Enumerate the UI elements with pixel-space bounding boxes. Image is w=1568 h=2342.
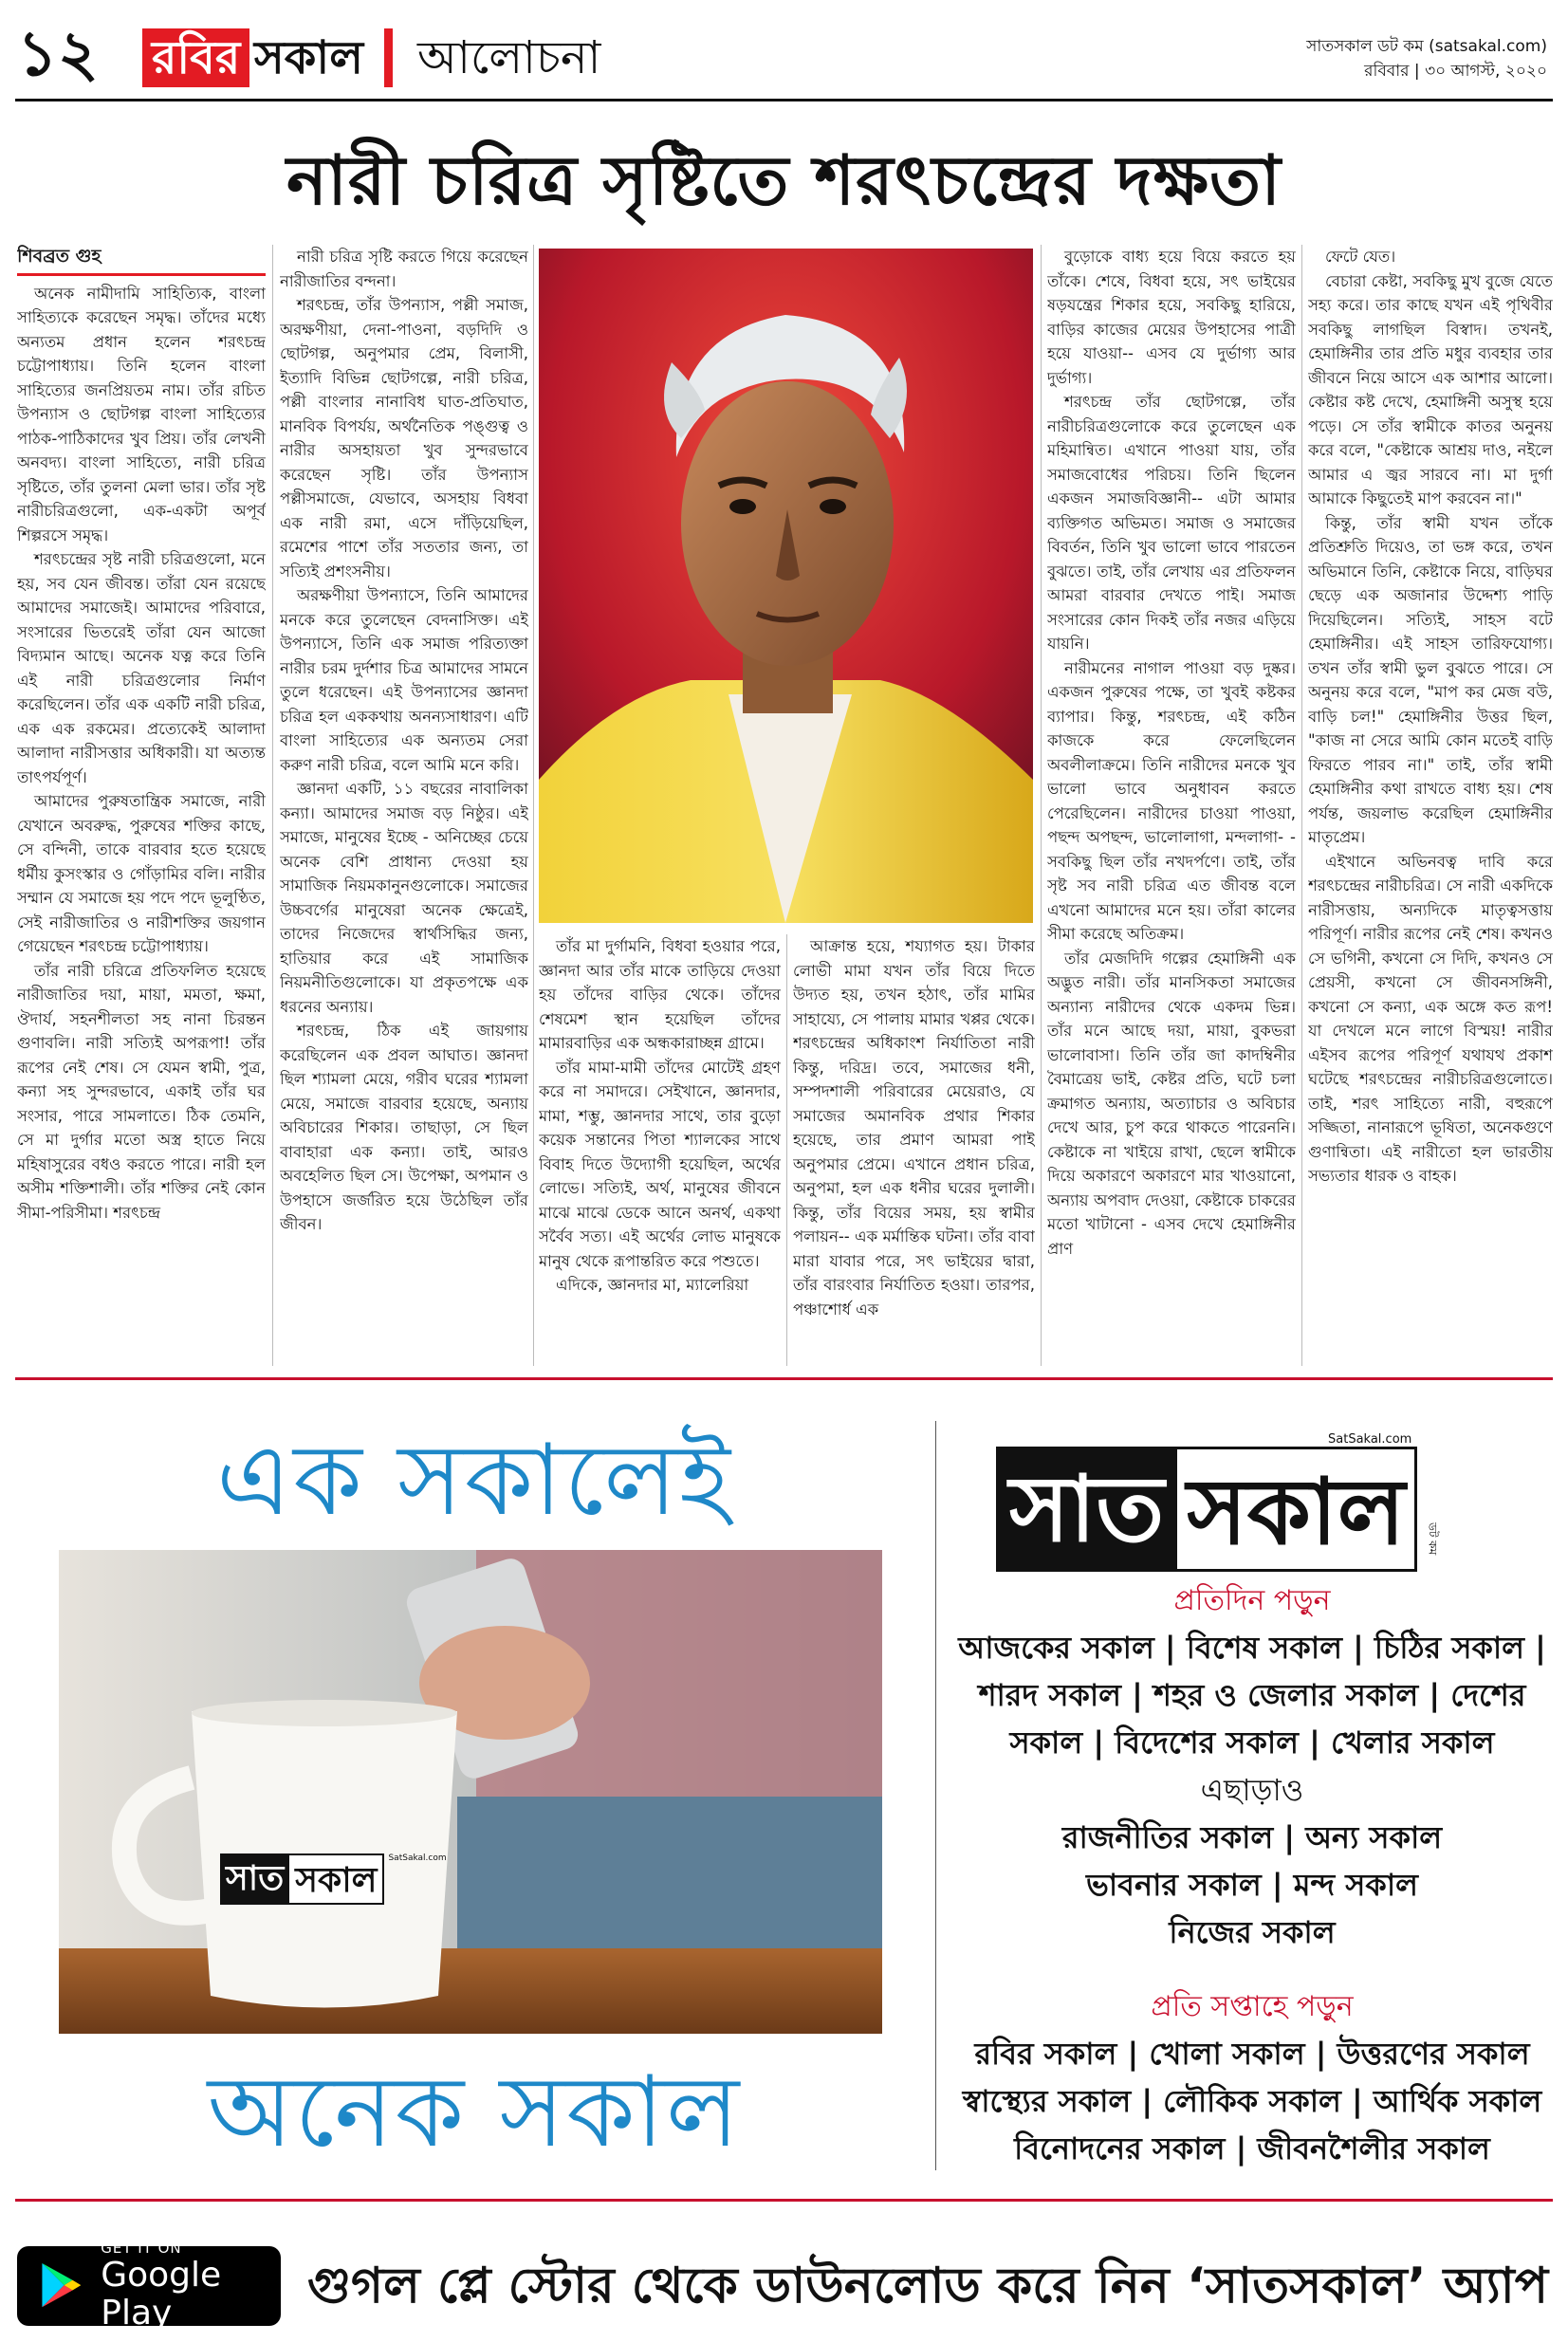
paragraph: এইখানে অভিনবত্ব দাবি করে শরৎচন্দ্রের নারীচরিত্র। সে নারী একদিকে নারীসত্তায়, অন্যদিকে মাতৃত্বসত্তায় পরিপূর্ণ। নারীর রূপের নেই শেষ। কখনও সে ভগিনী, কখনো সে দিদি, কখনও সে প্রেয়সী, কখনো সে জীবনসঙ্গিনী, কখনো সে কন্যা, এক অঙ্গে কত রূপ! যা দেখলে মনে লাগে বিস্ময়! নারীর এইসব রূপের পরিপূর্ণ যথাযথ প্রকাশ ঘটেছে শরৎচন্দ্রের নারীচরিত্রগুলোতে। তাই, শরৎ সাহিত্যে নারী, বহুরূপে সজ্জিতা, নানারূপে ভূষিতা, অনেকগুণে গুণান্বিতা। এই নারীতো হল ভারতীয় সভ্যতার ধারক ও বাহক। [1308, 852, 1553, 1185]
daily-line: সকাল | বিদেশের সকাল | খেলার সকাল [1009, 1724, 1495, 1761]
issue-date: রবিবার | ৩০ আগস্ট, ২০২০ [1364, 62, 1547, 81]
paragraph: নারী চরিত্র সৃষ্টি করতে গিয়ে করেছেন নারীজাতির বন্দনা। [280, 248, 528, 290]
portrait-illustration [539, 249, 1033, 923]
column-rule [533, 245, 534, 1366]
author-portrait [539, 249, 1033, 923]
badge-small-text: GET IT ON [101, 2240, 182, 2257]
mug-logo [220, 1853, 447, 1905]
article-column-2 [280, 245, 528, 1366]
weekly-heading: প্রতি সপ্তাহে পড়ুন [1151, 1990, 1354, 2023]
paragraph: তাঁর মেজদিদি গল্পের হেমাঙ্গিনী এক অদ্ভুত নারী। তাঁর মানসিকতা সমাজের অন্যান্য নারীদের থেকে একদম ভিন্ন। তাঁর মনে আছে দয়া, মায়া, বুকভরা ভালোবাসা। তিনি তাঁর জা কাদম্বিনীর বৈমাত্রেয় ভাই, কেষ্টর প্রতি, ঘটে চলা ক্রমাগত অন্যায়, অত্যাচার ও অবিচার দেখে আর, চুপ করে থাকতে পারেননি। কেষ্টাকে না খাইয়ে রাখা, ছেলে স্বামীকে দিয়ে অকারণে অকারণে মার খাওয়ানো, অন্যায় অপবাদ দেওয়া, কেষ্টাকে চাকরের মতো খাটানো - এসব দেখে হেমাঙ্গিনীর প্রাণ [1047, 949, 1296, 1258]
ad-photo-mug [59, 1550, 882, 2034]
ad-top-rule [15, 1377, 1553, 1380]
header-rule [15, 99, 1553, 101]
paragraph: নারীমনের নাগাল পাওয়া বড় দুষ্কর। একজন পুরুষের পক্ষে, তা খুবই কষ্টকর ব্যাপার। কিন্তু, শরৎচন্দ্র, এই কঠিন কাজকে করে ফেলেছিলেন অবলীলাক্রমে। তিনি নারীদের মনকে খুব ভালো ভাবে অনুধাবন করতে পেরেছিলেন। নারীদের চাওয়া পাওয়া, পছন্দ অপছন্দ, ভালোলাগা, মন্দলাগা- - সবকিছু ছিল তাঁর নখদর্পণে। তাই, তাঁর সৃষ্ট সব নারী চরিত্র এত জীবন্ত বলে এখনো আমাদের মনে হয়। তাঁরা কালের সীমা করেছে অতিক্রম। [1047, 658, 1296, 943]
mug-logo-dark: সাত [220, 1853, 289, 1905]
article-column-5 [1047, 245, 1296, 1366]
weekly-line: রবির সকাল | খোলা সকাল | উত্তরণের সকাল [974, 2036, 1530, 2072]
paragraph: কিন্তু, তাঁর স্বামী যখন তাঁকে প্রতিশ্রুতি দিয়েও, তা ভঙ্গ করে, তখন অভিমানে তিনি, কেষ্টাকে নিয়ে, বাড়িঘর ছেড়ে এক অজানার উদ্দেশ্য পাড়ি দিয়েছিলেন। সত্যিই, সাহস বটে হেমাঙ্গিনীর। এই সাহস তারিফযোগ্য। তখন তাঁর স্বামী ভুল বুঝতে পারে। সে অনুনয় করে বলে, "মাপ কর মেজ বউ, বাড়ি চল!" হেমাঙ্গিনীর উত্তর ছিল, "কাজ না সেরে আমি কোন মতেই বাড়ি ফিরতে পারব না।" তাই, তাঁর স্বামী হেমাঙ্গিনীর কথা রাখতে বাধ্য হয়। শেষ পর্যন্ত, জয়লাভ করেছিল হেমাঙ্গিনীর মাতৃপ্রেম। [1308, 513, 1553, 846]
column-rule [272, 245, 273, 1366]
mug-logo-url: SatSakal.com [388, 1853, 447, 1863]
paragraph: বেচারা কেষ্টা, সবকিছু মুখ বুজে যেতে সহ্য করে। তার কাছে যখন এই পৃথিবীর সবকিছু লাগছিল বিস্বাদ। তখনই, হেমাঙ্গিনীর তার প্রতি মধুর ব্যবহার তার জীবনে নিয়ে আসে এক আশার আলো। কেষ্টার কষ্ট দেখে, হেমাঙ্গিনী অসুস্থ হয়ে পড়ে। সে তাঁর স্বামীকে কাতর অনুনয় করে বলে, "কেষ্টাকে আশ্রয় দাও, নইলে আমার এ জ্বর সারবে না। মা দুর্গা আমাকে কিছুতেই মাপ করবেন না।" [1308, 271, 1553, 507]
paragraph: আক্রান্ত হয়ে, শয্যাগত হয়। টাকার লোভী মামা যখন তাঁর বিয়ে দিতে উদ্যত হয়, তখন হঠাৎ, তাঁর মামির সাহায্যে, সে পালায় মামার খপ্পর থেকে। শরৎচন্দ্রের অধিকাংশ নির্যাতিতা নারী কিন্তু, দরিদ্র। তবে, সমাজের ধনী, সম্পদশালী পরিবারের মেয়েরাও, যে সমাজের অমানবিক প্রথার শিকার হয়েছে, তার প্রমাণ আমরা পাই অনুপমার প্রেমে। এখানে প্রধান চরিত্র, অনুপমা, হল এক ধনীর ঘরের দুলালী। কিন্তু, তাঁর বিয়ের সময়, হয় স্বামীর পলায়ন-- এক মর্মান্তিক ঘটনা। তাঁর বাবা মারা যাবার পরে, সৎ ভাইয়ের দ্বারা, তাঁর বারংবার নির্যাতিত হওয়া। তারপর, পঞ্চাশোর্ধ এক [793, 937, 1035, 1319]
paragraph: তাঁর মামা-মামী তাঁদের মোটেই গ্রহণ করে না সমাদরে। সেইখানে, জ্ঞানদার, মামা, শম্ভু, জ্ঞানদার সাথে, তার বুড়ো কয়েক সন্তানের পিতা শ্যালকের সাথে বিবাহ দিতে উদ্যোগী হয়েছিল, অর্থের লোভে। সত্যিই, অর্থ, মানুষের জীবনে মাঝে মাঝে ডেকে আনে অনর্থ, একথা সর্বৈব সত্য। এই অর্থের লোভ মানুষকে মানুষ থেকে রূপান্তরিত করে পশুতে। [539, 1058, 781, 1270]
page-number: ১২ [17, 17, 99, 90]
section-title: আলোচনা [417, 31, 601, 84]
logo-dark-part: সাত [996, 1447, 1177, 1572]
paragraph: বুড়োকে বাধ্য হয়ে বিয়ে করতে হয় তাঁকে। শেষে, বিধবা হয়ে, সৎ ভাইয়ের ষড়যন্ত্রের শিকার হয়ে, সবকিছু হারিয়ে, বাড়ির কাজের মেয়ের উপহাসের পাত্রী হয়ে যাওয়া-- এসব যে দুর্ভাগ্য আর দুর্ভাগ্য। [1047, 248, 1296, 387]
byline: শিবব্রত গুহ [17, 245, 266, 276]
logo-side-text: ডট কম [1426, 1522, 1440, 1556]
article-column-6 [1308, 245, 1553, 1366]
logo-url: SatSakal.com [1328, 1432, 1412, 1447]
paragraph: এদিকে, জ্ঞানদার মা, ম্যালেরিয়া [556, 1276, 749, 1294]
daily-heading: প্রতিদিন পড়ুন [1173, 1584, 1331, 1617]
brand-divider [384, 28, 393, 87]
site-name: সাতসকাল ডট কম (satsakal.com) [1306, 37, 1547, 56]
paragraph: শরৎচন্দ্র, ঠিক এই জায়গায় করেছিলেন এক প্রবল আঘাত। জ্ঞানদা ছিল শ্যামলা মেয়ে, গরীব ঘরের শ্যামলা মেয়ে, সমাজে বারবার হয়েছে, অন্যায় অবিচারের শিকার। তাছাড়া, সে ছিল বাবাহারা এক কন্যা। তাই, আরও অবহেলিত ছিল সে। উপেক্ষা, অপমান ও উপহাসে জর্জরিত হয়ে উঠেছিল তাঁর জীবন। [280, 1022, 528, 1233]
ad-divider [935, 1421, 936, 2170]
daily-line: শারদ সকাল | শহর ও জেলার সকাল | দেশের [978, 1677, 1526, 1713]
paragraph: ফেটে যেত। [1325, 248, 1396, 266]
paragraph: জ্ঞানদা একটি, ১১ বছরের নাবালিকা কন্যা। আমাদের সমাজ বড় নিষ্ঠুর। এই সমাজে, মানুষের ইচ্ছে - অনিচ্ছের চেয়ে অনেক বেশি প্রাধান্য দেওয়া হয় সামাজিক নিয়মকানুনগুলোকে। সমাজের উচ্চবর্গের মানুষেরা অনেক ক্ষেত্রেই, তাদের নিজেদের স্বার্থসিদ্ধির জন্য, হাতিয়ার করে এই সামাজিক নিয়মনীতিগুলোকে। যা প্রকৃতপক্ষে এক ধরনের অন্যায়। [280, 780, 528, 1016]
column-rule [786, 934, 787, 1366]
weekly-line: বিনোদনের সকাল | জীবনশৈলীর সকাল [1014, 2130, 1490, 2167]
play-store-icon [30, 2253, 89, 2319]
paragraph: শরৎচন্দ্রের সৃষ্ট নারী চরিত্রগুলো, মনে হয়, সব যেন জীবন্ত। তাঁরা যেন রয়েছে আমাদের সমাজেই। আমাদের পরিবারে, সংসারের ভিতরেই তাঁরা যেন আজো বিদ্যমান আছে। অনেক যত্ন করে তিনি এই নারী চরিত্রগুলোর নির্মাণ করেছিলেন। তাঁর এক একটি নারী চরিত্র, এক এক রকমের। প্রত্যেকেই আলাদা আলাদা নারীসত্তার অধিকারী। যা অত্যন্ত তাৎপর্যপূর্ণ। [17, 550, 266, 786]
brand-red-label: রবির [142, 28, 249, 87]
logo-light-part: সকাল [1177, 1447, 1417, 1572]
article-headline: নারী চরিত্র সৃষ্টিতে শরৎচন্দ্রের দক্ষতা [286, 140, 1282, 220]
paragraph: তাঁর নারী চরিত্রে প্রতিফলিত হয়েছে নারীজাতির দয়া, মায়া, মমতা, ক্ষমা, ঔদার্য, সহনশীলতা সহ নানা চিরন্তন গুণাবলি। নারী সত্যিই অপরূপা! তাঁর রূপের নেই শেষ। সে যেমন স্বামী, পুত্র, কন্যা সহ সুন্দরভাবে, একাই তাঁর ঘর সংসার, পারে সামলাতে। ঠিক তেমনি, সে মা দুর্গার মতো অস্ত্র হাতে নিয়ে মহিষাসুরের বধও করতে পারে। নারী হল অসীম শক্তিশালী। তাঁর শক্তির নেই কোন সীমা-পরিসীমা। শরৎচন্দ্র [17, 961, 266, 1222]
weekly-line: স্বাস্থ্যের সকাল | লৌকিক সকাল | আর্থিক সকাল [962, 2083, 1542, 2119]
app-download-text: গুগল প্লে স্টোর থেকে ডাউনলোড করে নিন ‘সাতসকাল’ অ্যাপ [306, 2258, 1549, 2314]
column-rule [1301, 245, 1302, 1366]
paragraph: শরৎচন্দ্র, তাঁর উপন্যাস, পল্লী সমাজ, অরক্ষণীয়া, দেনা-পাওনা, বড়দিদি ও ছোটগল্প, অনুপমার প্রেম, বিলাসী, ইত্যাদি বিভিন্ন ছোটগল্পে, নারী চরিত্র, পল্লী বাংলার নানাবিধ ঘাত-প্রতিঘাত, মানবিক বিপর্যয়, অর্থনৈতিক পঙ্গুত্ব ও নারীর অসহায়তা খুব সুন্দরভাবে করেছেন সৃষ্টি। তাঁর উপন্যাস পল্লীসমাজে, যেভাবে, অসহায় বিধবা এক নারী রমা, এসে দাঁড়িয়েছিল, রমেশের পাশে তাঁর সততার জন্য, তা সত্যিই প্রশংসনীয়। [280, 296, 528, 581]
daily-line: ভাবনার সকাল | মন্দ সকাল [1086, 1867, 1418, 1903]
google-play-badge[interactable] [17, 2240, 281, 2333]
paragraph: অনেক নামীদামি সাহিত্যিক, বাংলা সাহিত্যকে করেছেন সমৃদ্ধ। তাঁদের মধ্যে অন্যতম প্রধান হলেন শরৎচন্দ্র চট্টোপাধ্যায়। তিনি হলেন বাংলা সাহিত্যের জনপ্রিয়তম নাম। তাঁর রচিত উপন্যাস ও ছোটগল্প বাংলা সাহিত্যের পাঠক-পাঠিকাদের খুব প্রিয়। তাঁর লেখনী অনবদ্য। বাংলা সাহিত্যে, নারী চরিত্র সৃষ্টিতে, তাঁর তুলনা মেলা ভার। তাঁর সৃষ্ট নারীচরিত্রগুলো, এক-একটা অপূর্ব শিল্পরসে সমৃদ্ধ। [17, 284, 266, 544]
daily-line: রাজনীতির সকাল | অন্য সকাল [1061, 1819, 1443, 1855]
article-column-1 [17, 245, 266, 1366]
brand-label: সকাল [254, 31, 363, 84]
column-rule [1041, 245, 1042, 1366]
mug-phone-illustration [59, 1550, 882, 2034]
daily-line: আজকের সকাল | বিশেষ সকাল | চিঠির সকাল | [958, 1630, 1546, 1666]
article-column-3 [539, 934, 781, 1366]
article-column-4 [793, 934, 1035, 1366]
ad-tagline-top: এক সকালেই [216, 1422, 732, 1538]
ad-tagline-bottom: অনেক সকাল [207, 2054, 742, 2169]
daily-line: এছাড়াও [1200, 1772, 1304, 1808]
badge-big-text: Google Play [101, 2256, 222, 2333]
ad-bottom-rule [15, 2199, 1553, 2202]
mug-logo-light: সকাল [289, 1853, 384, 1905]
satsakal-logo [996, 1447, 1442, 1572]
paragraph: শরৎচন্দ্র তাঁর ছোটগল্পে, তাঁর নারীচরিত্রগুলোকে করে তুলেছেন এক মহিমান্বিত। এখানে পাওয়া যায়, তাঁর সমাজবোধের পরিচয়। তিনি ছিলেন একজন সমাজবিজ্ঞানী-- এটা আমার ব্যক্তিগত অভিমত। সমাজ ও সমাজের বিবর্তন, তিনি খুব ভালো ভাবে পারতেন বুঝতে। তাই, তাঁর লেখায় এর প্রতিফলন আমরা বারবার দেখতে পাই। সমাজ সংসারের কোন দিকই তাঁর নজর এড়িয়ে যায়নি। [1047, 393, 1296, 653]
paragraph: তাঁর মা দুর্গামনি, বিধবা হওয়ার পরে, জ্ঞানদা আর তাঁর মাকে তাড়িয়ে দেওয়া হয় তাঁদের বাড়ির থেকে। তাঁদের শেষমেশ স্থান হয়েছিল তাঁদের মামারবাড়ির এক অন্ধকারাচ্ছন্ন গ্রামে। [539, 937, 781, 1052]
daily-line: নিজের সকাল [1169, 1914, 1336, 1950]
paragraph: আমাদের পুরুষতান্ত্রিক সমাজে, নারী যেখানে অবরুদ্ধ, পুরুষের শক্তির কাছে, সে বন্দিনী, তাকে বারবার হতে হয়েছে ধর্মীয় কুসংস্কার ও গোঁড়ামির বলি। নারীর সম্মান যে সমাজে হয় পদে পদে ভূলুণ্ঠিত, সেই নারীজাতির ও নারীশক্তির জয়গান গেয়েছেন শরৎচন্দ্র চট্টোপাধ্যায়। [17, 792, 266, 955]
header-meta [1306, 34, 1547, 83]
paragraph: অরক্ষণীয়া উপন্যাসে, তিনি আমাদের মনকে করে তুলেছেন বেদনাসিক্ত। এই উপন্যাসে, তিনি এক সমাজ পরিত্যক্তা নারীর চরম দুর্দশার চিত্র আমাদের সামনে তুলে ধরেছেন। এই উপন্যাসের জ্ঞানদা চরিত্র হল এককথায় অনন্যসাধারণ। এটি বাংলা সাহিত্যের এক অন্যতম সেরা করুণ নারী চরিত্র, বলে আমি মনে করি। [280, 586, 528, 774]
